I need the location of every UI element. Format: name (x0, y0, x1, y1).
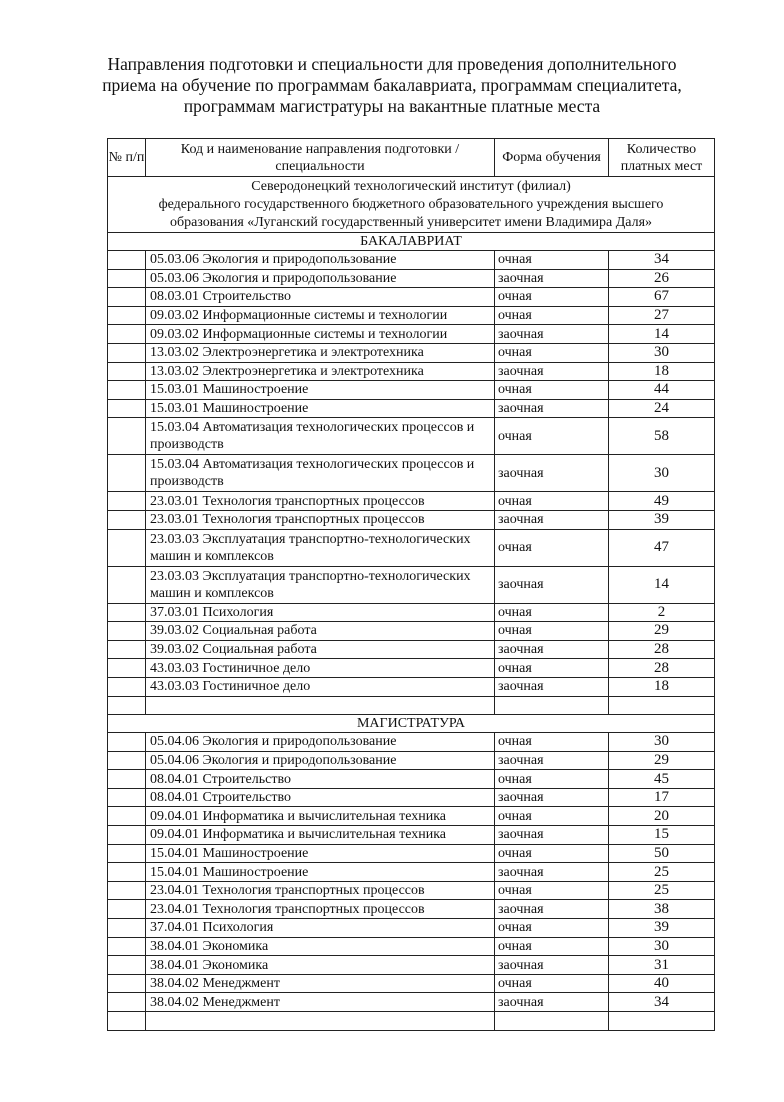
table-row (108, 529, 715, 566)
paid-places-count: 39 (609, 510, 715, 529)
program-name: 38.04.02 Менеджмент (146, 993, 495, 1012)
table-row (108, 418, 715, 455)
blank-cell (609, 1012, 715, 1031)
paid-places-count: 18 (609, 362, 715, 381)
institution-row (108, 177, 715, 233)
table-row (108, 455, 715, 492)
study-form: очная (495, 770, 609, 789)
row-num (108, 566, 146, 603)
table-row (108, 974, 715, 993)
study-form: очная (495, 343, 609, 362)
title-line: программам магистратуры на вакантные платные места (183, 96, 601, 116)
paid-places-count: 30 (609, 937, 715, 956)
section-row (108, 233, 715, 251)
row-num (108, 974, 146, 993)
study-form: очная (495, 418, 609, 455)
title-line: приема на обучение по программам бакалавриата, программам специалитета, (102, 75, 682, 95)
paid-places-count: 49 (609, 492, 715, 511)
study-form: очная (495, 622, 609, 641)
row-num (108, 788, 146, 807)
row-num (108, 362, 146, 381)
paid-places-count: 30 (609, 733, 715, 752)
paid-places-count: 38 (609, 900, 715, 919)
study-form: очная (495, 251, 609, 270)
row-num (108, 492, 146, 511)
row-num (108, 251, 146, 270)
header-num: № п/п (108, 139, 146, 177)
program-name: 23.03.01 Технология транспортных процессов (146, 510, 495, 529)
study-form: заочная (495, 269, 609, 288)
paid-places-count: 27 (609, 306, 715, 325)
study-form: заочная (495, 455, 609, 492)
study-form: очная (495, 733, 609, 752)
paid-places-count: 15 (609, 826, 715, 845)
program-name: 13.03.02 Электроэнергетика и электротехника (146, 362, 495, 381)
row-num (108, 659, 146, 678)
study-form: очная (495, 807, 609, 826)
program-name: 15.03.04 Автоматизация технологических процессов и производств (146, 418, 495, 455)
table-header-row (108, 139, 715, 177)
study-form: очная (495, 381, 609, 400)
study-form: очная (495, 919, 609, 938)
table-row (108, 993, 715, 1012)
program-name: 15.04.01 Машиностроение (146, 844, 495, 863)
paid-places-count: 30 (609, 343, 715, 362)
program-name: 09.03.02 Информационные системы и технологии (146, 325, 495, 344)
program-name: 08.04.01 Строительство (146, 788, 495, 807)
paid-places-count: 24 (609, 399, 715, 418)
program-name: 05.03.06 Экология и природопользование (146, 269, 495, 288)
table-row (108, 826, 715, 845)
program-name: 23.04.01 Технология транспортных процессов (146, 881, 495, 900)
row-num (108, 881, 146, 900)
table-row (108, 381, 715, 400)
institution-cell (108, 177, 715, 233)
row-num (108, 343, 146, 362)
row-num (108, 399, 146, 418)
program-name: 15.03.01 Машиностроение (146, 399, 495, 418)
paid-places-count: 39 (609, 919, 715, 938)
table-row (108, 956, 715, 975)
document-title (100, 54, 684, 117)
study-form: заочная (495, 993, 609, 1012)
blank-cell (108, 696, 146, 715)
paid-places-count: 14 (609, 566, 715, 603)
row-num (108, 325, 146, 344)
program-name: 15.03.01 Машиностроение (146, 381, 495, 400)
paid-places-count: 25 (609, 881, 715, 900)
program-name: 08.04.01 Строительство (146, 770, 495, 789)
paid-places-count: 34 (609, 993, 715, 1012)
row-num (108, 733, 146, 752)
row-num (108, 993, 146, 1012)
table-row (108, 751, 715, 770)
table-row (108, 343, 715, 362)
study-form: заочная (495, 566, 609, 603)
table-row (108, 306, 715, 325)
paid-places-count: 17 (609, 788, 715, 807)
institution-line: образования «Луганский государственный университет имени Владимира Даля» (169, 214, 653, 230)
program-name: 38.04.01 Экономика (146, 956, 495, 975)
table-row (108, 269, 715, 288)
paid-places-count: 20 (609, 807, 715, 826)
study-form: очная (495, 974, 609, 993)
table-row (108, 251, 715, 270)
table-row (108, 659, 715, 678)
blank-cell (609, 696, 715, 715)
table-row (108, 900, 715, 919)
program-name: 09.04.01 Информатика и вычислительная техника (146, 807, 495, 826)
study-form: очная (495, 529, 609, 566)
program-name: 08.03.01 Строительство (146, 288, 495, 307)
paid-places-count: 30 (609, 455, 715, 492)
section-title: МАГИСТРАТУРА (108, 715, 715, 733)
study-form: заочная (495, 826, 609, 845)
study-form: заочная (495, 677, 609, 696)
study-form: заочная (495, 325, 609, 344)
header-count: Количество платных мест (609, 139, 715, 177)
table-row (108, 881, 715, 900)
row-num (108, 640, 146, 659)
blank-cell (495, 696, 609, 715)
program-name: 23.04.01 Технология транспортных процессов (146, 900, 495, 919)
blank-cell (108, 1012, 146, 1031)
study-form: заочная (495, 900, 609, 919)
table-row (108, 677, 715, 696)
study-form: заочная (495, 640, 609, 659)
program-name: 13.03.02 Электроэнергетика и электротехника (146, 343, 495, 362)
paid-places-count: 31 (609, 956, 715, 975)
section-row (108, 715, 715, 733)
paid-places-count: 47 (609, 529, 715, 566)
table-body (108, 177, 715, 1031)
blank-row (108, 696, 715, 715)
study-form: очная (495, 937, 609, 956)
blank-cell (146, 1012, 495, 1031)
paid-places-count: 67 (609, 288, 715, 307)
paid-places-count: 28 (609, 659, 715, 678)
program-name: 23.03.01 Технология транспортных процессов (146, 492, 495, 511)
program-name: 05.04.06 Экология и природопользование (146, 733, 495, 752)
program-name: 09.03.02 Информационные системы и технологии (146, 306, 495, 325)
paid-places-count: 26 (609, 269, 715, 288)
row-num (108, 381, 146, 400)
row-num (108, 919, 146, 938)
table-row (108, 733, 715, 752)
table-row (108, 937, 715, 956)
paid-places-count: 2 (609, 603, 715, 622)
study-form: очная (495, 492, 609, 511)
study-form: заочная (495, 863, 609, 882)
paid-places-count: 29 (609, 751, 715, 770)
program-name: 05.03.06 Экология и природопользование (146, 251, 495, 270)
row-num (108, 510, 146, 529)
study-form: заочная (495, 399, 609, 418)
paid-places-count: 50 (609, 844, 715, 863)
program-name: 23.03.03 Эксплуатация транспортно-технологических машин и комплексов (146, 529, 495, 566)
paid-places-count: 58 (609, 418, 715, 455)
paid-places-count: 45 (609, 770, 715, 789)
title-line: Направления подготовки и специальности для проведения дополнительного (107, 54, 677, 74)
program-name: 09.04.01 Информатика и вычислительная техника (146, 826, 495, 845)
paid-places-count: 40 (609, 974, 715, 993)
program-name: 05.04.06 Экология и природопользование (146, 751, 495, 770)
program-name: 39.03.02 Социальная работа (146, 640, 495, 659)
row-num (108, 826, 146, 845)
table-row (108, 566, 715, 603)
header-form: Форма обучения (495, 139, 609, 177)
institution-line: Северодонецкий технологический институт (филиал) (251, 178, 571, 194)
table-row (108, 770, 715, 789)
program-name: 23.03.03 Эксплуатация транспортно-технологических машин и комплексов (146, 566, 495, 603)
table-row (108, 844, 715, 863)
paid-places-count: 14 (609, 325, 715, 344)
row-num (108, 844, 146, 863)
program-name: 15.03.04 Автоматизация технологических процессов и производств (146, 455, 495, 492)
table-row (108, 288, 715, 307)
row-num (108, 807, 146, 826)
program-name: 38.04.01 Экономика (146, 937, 495, 956)
paid-places-count: 18 (609, 677, 715, 696)
study-form: очная (495, 844, 609, 863)
table-row (108, 919, 715, 938)
program-name: 37.03.01 Психология (146, 603, 495, 622)
row-num (108, 529, 146, 566)
paid-places-count: 29 (609, 622, 715, 641)
row-num (108, 455, 146, 492)
row-num (108, 622, 146, 641)
study-form: очная (495, 306, 609, 325)
row-num (108, 418, 146, 455)
row-num (108, 306, 146, 325)
table-row (108, 362, 715, 381)
table-row (108, 399, 715, 418)
program-name: 38.04.02 Менеджмент (146, 974, 495, 993)
study-form: заочная (495, 956, 609, 975)
study-form: очная (495, 288, 609, 307)
program-name: 37.04.01 Психология (146, 919, 495, 938)
paid-places-count: 28 (609, 640, 715, 659)
table-row (108, 863, 715, 882)
study-form: заочная (495, 510, 609, 529)
row-num (108, 863, 146, 882)
row-num (108, 288, 146, 307)
row-num (108, 770, 146, 789)
blank-cell (146, 696, 495, 715)
quota-table (107, 138, 715, 1031)
row-num (108, 677, 146, 696)
program-name: 39.03.02 Социальная работа (146, 622, 495, 641)
program-name: 43.03.03 Гостиничное дело (146, 659, 495, 678)
blank-cell (495, 1012, 609, 1031)
table-row (108, 640, 715, 659)
row-num (108, 937, 146, 956)
paid-places-count: 44 (609, 381, 715, 400)
table-row (108, 603, 715, 622)
study-form: очная (495, 659, 609, 678)
row-num (108, 900, 146, 919)
table-row (108, 788, 715, 807)
blank-row (108, 1012, 715, 1031)
program-name: 15.04.01 Машиностроение (146, 863, 495, 882)
study-form: заочная (495, 362, 609, 381)
row-num (108, 603, 146, 622)
study-form: очная (495, 603, 609, 622)
table-row (108, 807, 715, 826)
program-name: 43.03.03 Гостиничное дело (146, 677, 495, 696)
study-form: очная (495, 881, 609, 900)
paid-places-count: 25 (609, 863, 715, 882)
row-num (108, 269, 146, 288)
table-row (108, 622, 715, 641)
header-name: Код и наименование направления подготовки / специальности (146, 139, 495, 177)
section-title: БАКАЛАВРИАТ (108, 233, 715, 251)
row-num (108, 751, 146, 770)
paid-places-count: 34 (609, 251, 715, 270)
study-form: заочная (495, 788, 609, 807)
table-row (108, 510, 715, 529)
institution-line: федерального государственного бюджетного образовательного учреждения высшего (158, 196, 664, 212)
study-form: заочная (495, 751, 609, 770)
row-num (108, 956, 146, 975)
table-row (108, 492, 715, 511)
table-row (108, 325, 715, 344)
